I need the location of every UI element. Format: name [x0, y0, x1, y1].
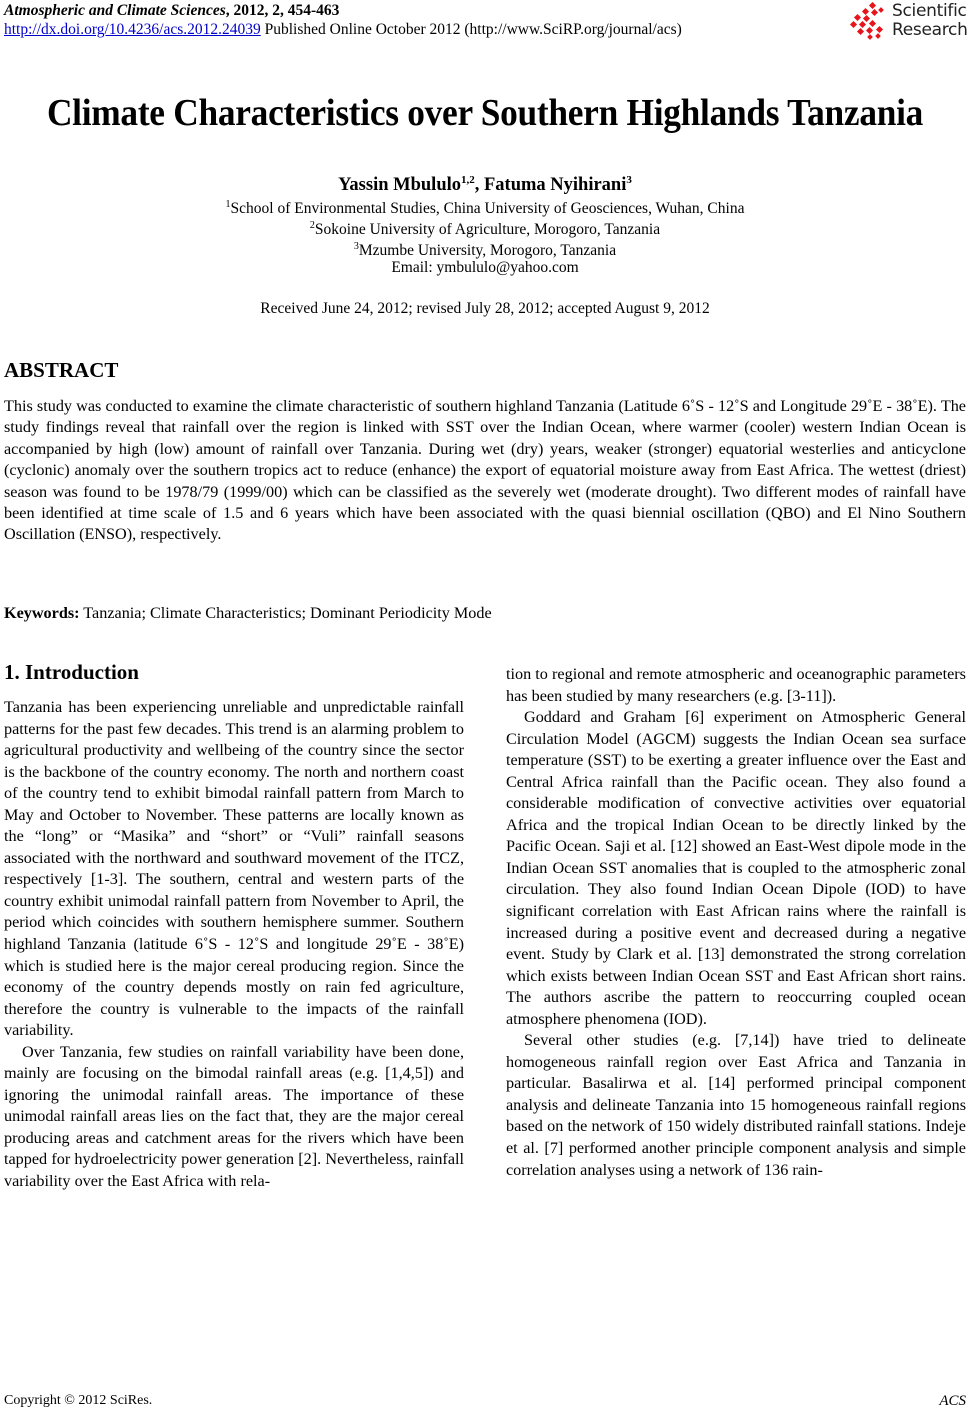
body-paragraph: Several other studies (e.g. [7,14]) have tried to delineate homogeneous rainfall region over East Africa and Tanzania in particular. Basalirwa et al. [14] performed principal component analysis and delineate Tanzania into 15 homogeneous rainfall regions based on the network of 150 widely distributed rainfall stations. Indeje et al. [7] performed another principle component analysis and simple correlation analyses using a network of 136 rain-	[506, 1031, 966, 1179]
keywords	[4, 603, 966, 624]
journal-citation	[4, 1, 339, 20]
affiliation	[0, 196, 970, 218]
journal-volume-pages: , 2012, 2, 454-463	[225, 2, 340, 19]
paper-title: Climate Characteristics over Southern Highlands Tanzania	[46, 92, 924, 134]
author-list: Yassin Mbululo$^{1,2}$, Fatuma Nyihirani$^3$	[338, 174, 632, 196]
journal-abbreviation: ACS	[939, 1393, 966, 1409]
keywords-text: Tanzania; Climate Characteristics; Dominant Periodicity Mode	[79, 604, 492, 622]
scientific-research-logo	[846, 2, 970, 42]
logo-line-1: Scientific	[892, 1, 967, 21]
author-email: Email: ymbululo@yahoo.com	[391, 259, 579, 276]
body-paragraph: Tanzania has been experiencing unreliable and unpredictable rainfall patterns for the past few decades. This trend is an alarming problem to agricultural productivity and wellbeing of the country since the sector is the backbone of the country economy. The north and northern coast of the country tend to exhibit bimodal rainfall pattern from March to May and October to November. These patterns are locally known as the “long” or “Masika” and “short” or “Vuli” rainfall seasons associated with the northward and southward movement of the ITCZ, respectively [1-3]. The southern, central and western parts of the country exhibit unimodal rainfall pattern from November to April, the period which coincides with southern hemisphere summer. Southern highland Tanzania (latitude 6˚S - 12˚S and longitude 29˚E - 38˚E) which is studied here is the major cereal producing region. Since the economy of the country depends mostly on rain fed agriculture, therefore the country is vulnerable to the impacts of the rainfall variability.	[4, 698, 464, 1040]
left-column	[4, 697, 464, 1193]
affiliation-marker: 2	[309, 220, 315, 231]
affiliation-marker: 3	[353, 241, 359, 252]
affiliation	[0, 238, 970, 260]
author-affiliation-marker: 1,2	[461, 174, 475, 186]
right-column	[506, 664, 966, 1181]
affiliation-text: School of Environmental Studies, China University of Geosciences, Wuhan, China	[230, 200, 745, 218]
author-name: Fatuma Nyihirani	[484, 175, 627, 196]
published-online-text: Published Online October 2012 (http://www.SciRP.org/journal/acs)	[260, 21, 682, 38]
body-paragraph: Goddard and Graham [6] experiment on Atmospheric General Circulation Model (AGCM) suggests the Indian Ocean sea surface temperature (SST) to be exerting a greater influence over the East and Central Africa rainfall than the Pacific ocean. They also found a considerable modification of convective activities over equatorial Africa and the tropical Indian Ocean to be directly linked by the Pacific Ocean. Saji et al. [12] showed an East-West dipole mode in the Indian Ocean SST anomalies that is coupled to the atmospheric zonal circulation. They also found Indian Ocean Dipole (IOD) to have significant correlation with East African rains where the rainfall is increased during a positive event and decreased during a negative event. Study by Clark et al. [13] demonstrated the strong correlation which exists between Indian Ocean SST and East African short rains. The authors ascribe the pattern to reoccurring coupled ocean atmosphere phenomena (IOD).	[506, 708, 966, 1028]
body-paragraph: Over Tanzania, few studies on rainfall variability have been done, mainly are focusing on the bimodal rainfall areas (e.g. [1,4,5]) and ignoring the unimodal rainfall areas. The importance of these unimodal rainfall areas lies on the fact that, they are the major cereal producing areas and catchment areas for the rivers which have been tapped for hydroelectricity power generation [2]. Nevertheless, rainfall variability over the East Africa with rela-	[4, 1042, 464, 1191]
logo-line-2: Research	[892, 20, 968, 40]
received-dates: Received June 24, 2012; revised July 28, 2012; accepted August 9, 2012	[260, 300, 710, 317]
abstract-heading: ABSTRACT	[4, 358, 119, 382]
abstract-text: This study was conducted to examine the climate characteristic of southern highland Tanzania (Latitude 6˚S - 12˚S and Longitude 29˚E - 38˚E). The study findings reveal that rainfall over the region is linked with SST over the Indian Ocean, where warmer (cooler) western Indian Ocean is accompanied by high (low) amount of rainfall over Tanzania. During wet (dry) years, weaker (stronger) equatorial westerlies and anticyclone (cyclonic) anomaly over the southern tropics act to reduce (enhance) the export of equatorial moisture away from East Africa. The wettest (driest) season was found to be 1978/79 (1999/00) which can be classified as the severely wet (moderate drought). Two different modes of rainfall have been identified at time scale of 1.5 and 6 years which have been associated with the quasi biennial oscillation (QBO) and El Nino Southern Oscillation (ENSO), respectively.	[4, 397, 966, 544]
logo-text	[892, 2, 968, 40]
body-paragraph: tion to regional and remote atmospheric and oceanographic parameters has been studied by many researchers (e.g. [3-11]).	[506, 665, 966, 705]
keywords-label: Keywords:	[4, 604, 80, 622]
affiliation-marker: 1	[225, 199, 231, 210]
affiliation	[0, 217, 970, 239]
affiliation-text: Mzumbe University, Morogoro, Tanzania	[358, 242, 617, 260]
copyright-notice: Copyright © 2012 SciRes.	[4, 1393, 153, 1408]
author-affiliation-marker: 3	[626, 174, 632, 186]
author-name: Yassin Mbululo	[338, 175, 461, 196]
affiliation-text: Sokoine University of Agriculture, Morogoro, Tanzania	[314, 221, 661, 239]
doi-link[interactable]: http://dx.doi.org/10.4236/acs.2012.24039	[4, 21, 261, 38]
section-heading-introduction: 1. Introduction	[4, 660, 139, 684]
doi-line	[4, 20, 682, 39]
scientific-research-diamond-logo-icon	[846, 2, 890, 40]
journal-name: Atmospheric and Climate Sciences	[4, 2, 226, 19]
